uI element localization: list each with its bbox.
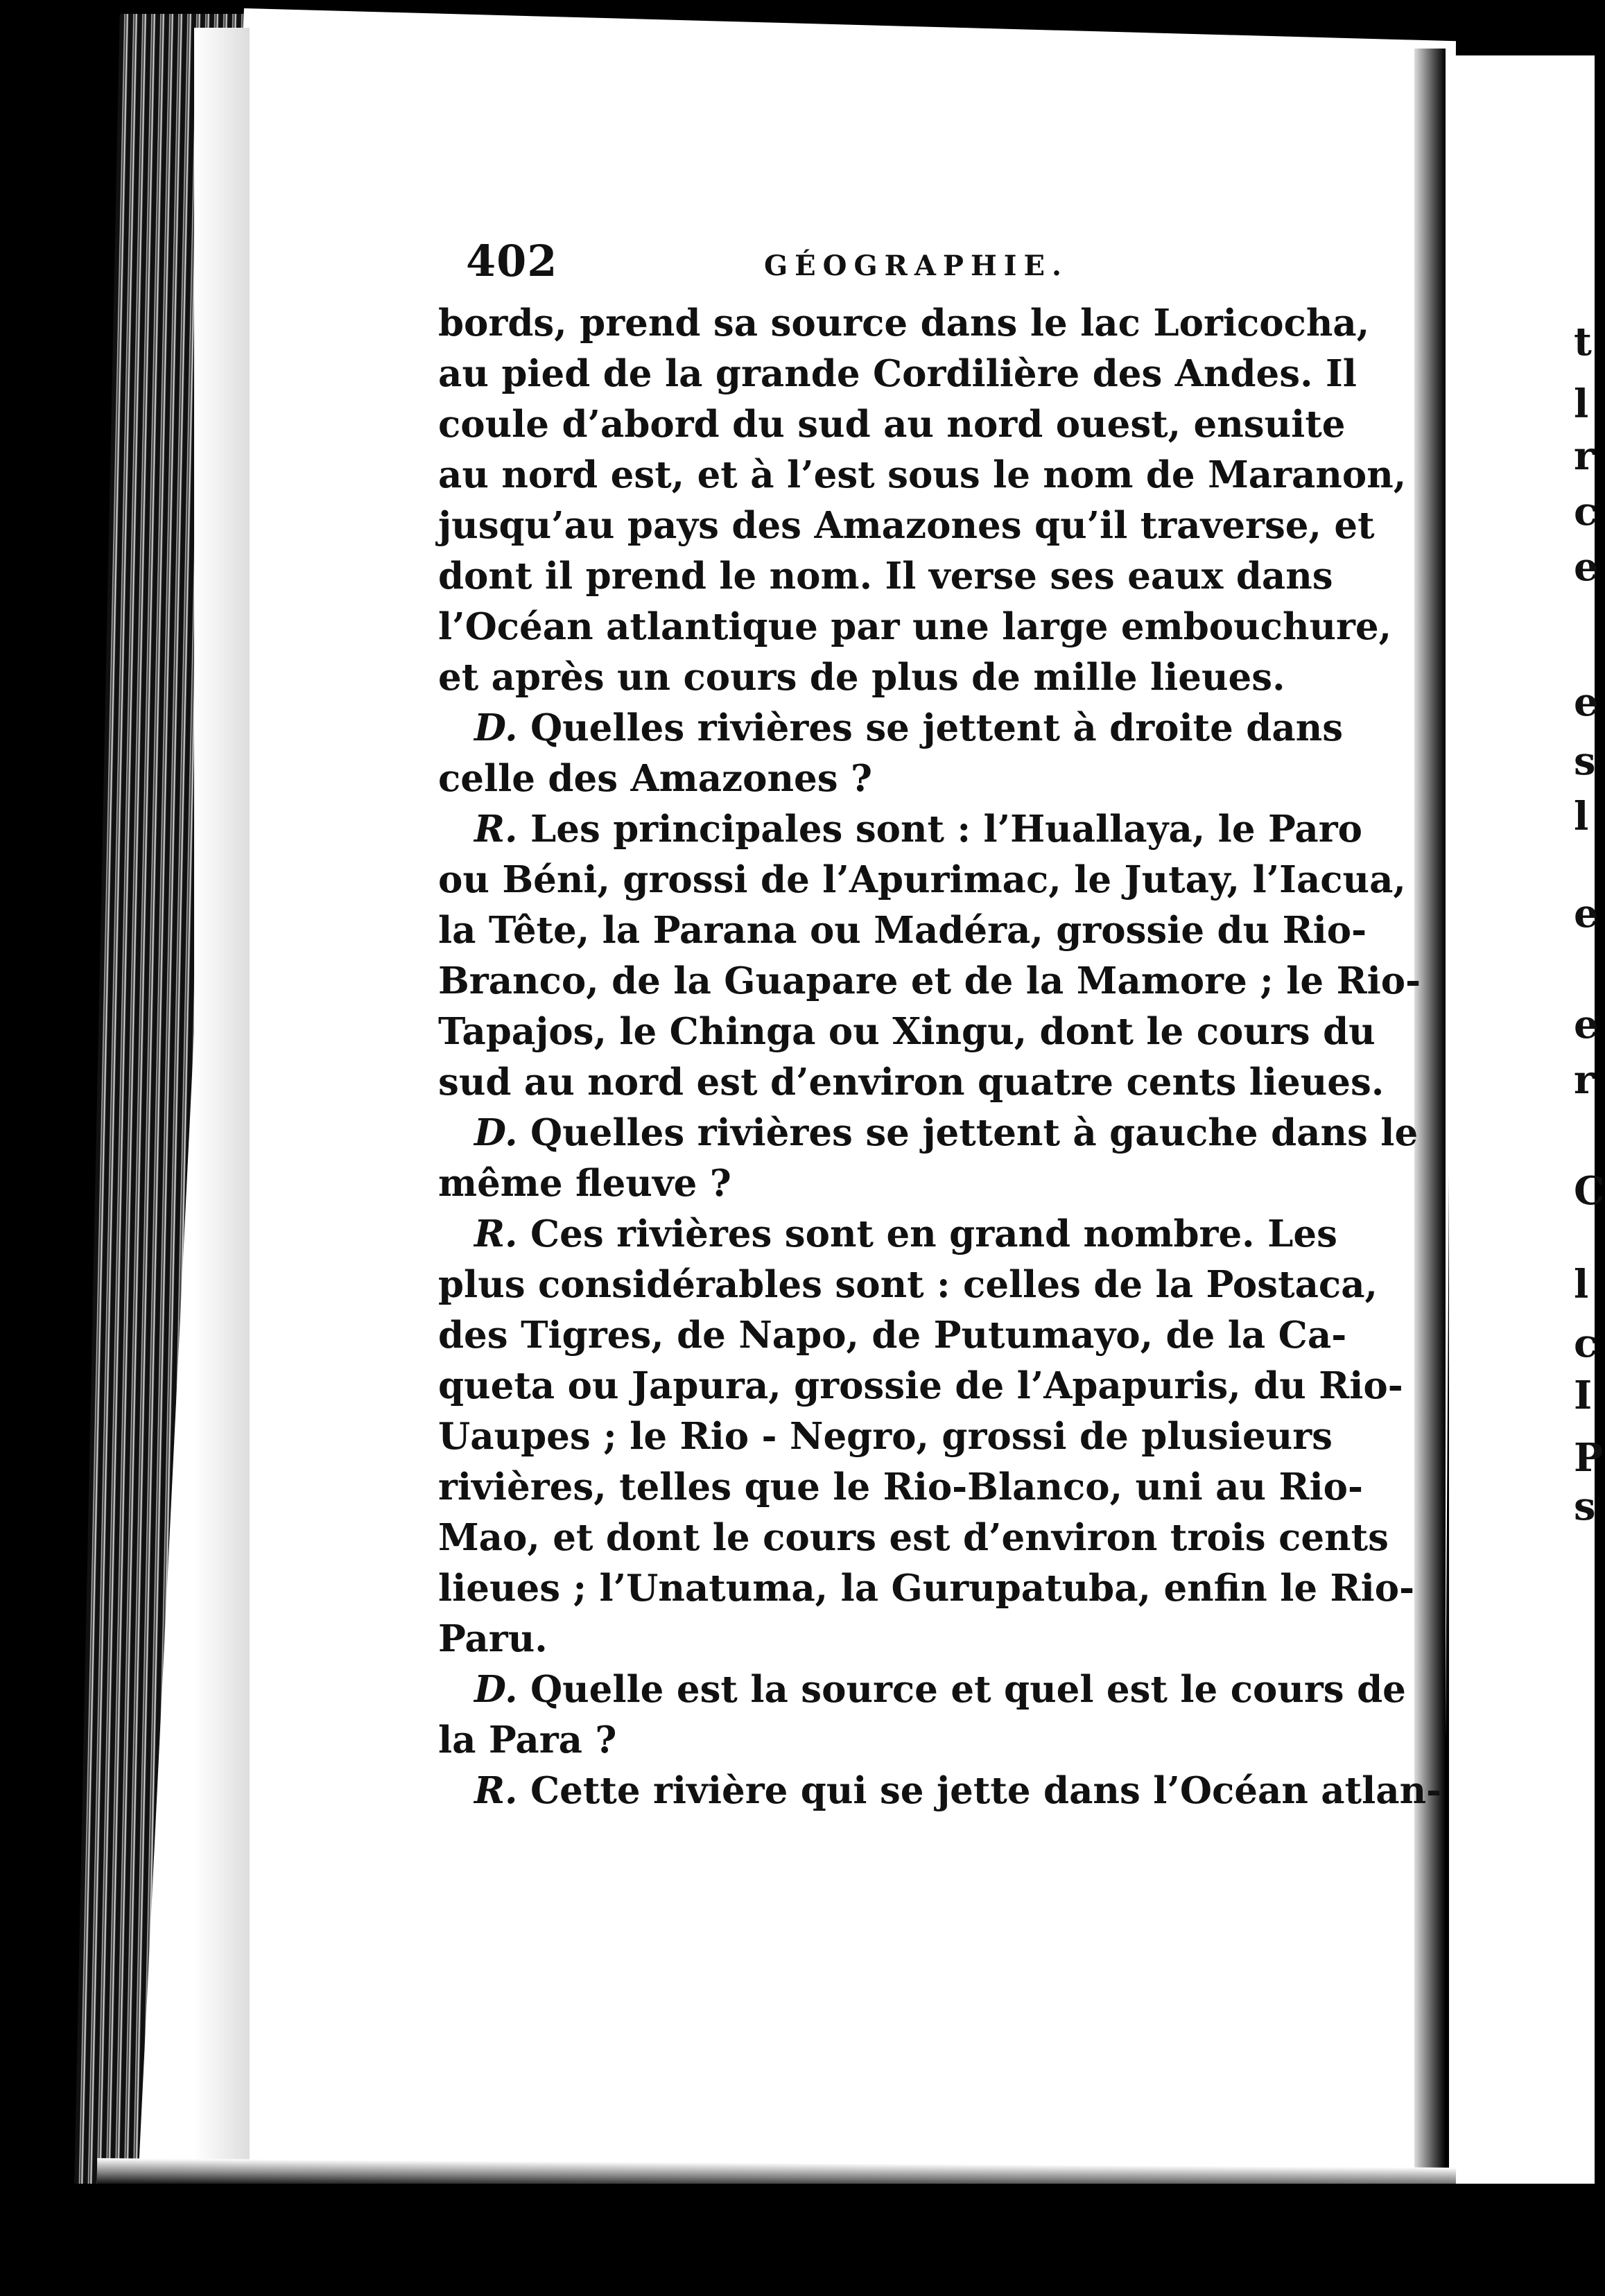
text-line	[438, 1007, 1376, 1057]
text-line	[438, 1057, 1385, 1108]
facing-page-letter: t	[1574, 319, 1592, 365]
text-line	[438, 1310, 1347, 1361]
page-edge-shadow	[1414, 49, 1446, 2239]
facing-page-letter: c	[1574, 489, 1598, 534]
text-line	[438, 855, 1406, 905]
line-text: ou Béni, grossi de l’Apurimac, le Jutay, l’Iacua,	[438, 858, 1406, 901]
line-text: des Tigres, de Napo, de Putumayo, de la Ca-	[438, 1314, 1347, 1357]
line-text: Quelle est la source et quel est le cours de	[530, 1668, 1406, 1711]
line-text: sud au nord est d’environ quatre cents lieues.	[438, 1061, 1385, 1104]
page-text-block	[438, 229, 1442, 1816]
text-line	[438, 1766, 1442, 1816]
text-line	[438, 1614, 1333, 1664]
text-line	[438, 1158, 1333, 1209]
text-line	[438, 956, 1421, 1007]
text-line	[438, 602, 1392, 652]
line-text: Mao, et dont le cours est d’environ trois cents	[438, 1516, 1389, 1559]
text-line	[438, 754, 1333, 804]
line-text: rivières, telles que le Rio-Blanco, uni au Rio-	[438, 1466, 1364, 1508]
facing-page-letter: e	[1574, 891, 1599, 937]
text-line	[438, 501, 1375, 551]
text-line	[438, 804, 1363, 855]
text-line	[438, 1260, 1378, 1310]
qa-marker: D.	[474, 1668, 530, 1711]
facing-page-letter: c	[1574, 1321, 1598, 1366]
line-text: Branco, de la Guapare et de la Mamore ; le Rio-	[438, 959, 1421, 1002]
facing-page-letter: s	[1574, 1484, 1596, 1529]
line-text: au nord est, et à l’est sous le nom de Maranon,	[438, 453, 1407, 496]
facing-page-letter: e	[1574, 1002, 1599, 1047]
facing-page-letter: l	[1574, 381, 1589, 427]
text-line	[438, 1108, 1419, 1158]
facing-page-letter: l	[1574, 794, 1589, 840]
text-line	[438, 1361, 1403, 1411]
line-text: et après un cours de plus de mille lieues.	[438, 656, 1285, 699]
facing-page	[1449, 55, 1605, 2246]
facing-page-letter: r	[1574, 1057, 1595, 1103]
line-text: Paru.	[438, 1617, 548, 1660]
line-text: même fleuve ?	[438, 1162, 731, 1205]
body-text	[438, 298, 1442, 1816]
text-line	[438, 1209, 1337, 1260]
page-header	[438, 229, 1333, 298]
qa-marker: R.	[474, 808, 530, 851]
qa-marker: D.	[474, 1111, 530, 1154]
facing-page-letter: l	[1574, 1262, 1589, 1307]
text-line	[438, 905, 1367, 956]
line-text: Les principales sont : l’Huallaya, le Paro	[530, 808, 1363, 851]
text-line	[438, 450, 1407, 501]
line-text: coule d’abord du sud au nord ouest, ensuite	[438, 403, 1346, 446]
text-line	[438, 1513, 1389, 1563]
line-text: au pied de la grande Cordilière des Andes. Il	[438, 352, 1357, 395]
text-line	[438, 1664, 1406, 1715]
line-text: queta ou Japura, grossie de l’Apapuris, du Rio-	[438, 1364, 1403, 1407]
page-gutter	[194, 28, 250, 2163]
line-text: l’Océan atlantique par une large embouchure,	[438, 605, 1392, 648]
text-line	[438, 1462, 1364, 1513]
text-line	[438, 551, 1333, 602]
line-text: Tapajos, le Chinga ou Xingu, dont le cours du	[438, 1010, 1376, 1053]
page-number: 402	[466, 236, 558, 286]
line-text: dont il prend le nom. Il verse ses eaux dans	[438, 555, 1333, 598]
facing-page-letter: P	[1574, 1435, 1604, 1481]
line-text: Quelles rivières se jettent à gauche dans le	[530, 1111, 1419, 1154]
facing-page-letter: e	[1574, 679, 1599, 725]
facing-page-letter: e	[1574, 544, 1599, 590]
line-text: Quelles rivières se jettent à droite dans	[530, 706, 1344, 749]
text-line	[438, 1411, 1333, 1462]
line-text: celle des Amazones ?	[438, 757, 873, 800]
line-text: plus considérables sont : celles de la Postaca,	[438, 1263, 1378, 1306]
qa-marker: R.	[474, 1212, 530, 1255]
running-title: GÉOGRAPHIE.	[764, 250, 1068, 282]
facing-page-letter: I	[1574, 1373, 1593, 1418]
text-line	[438, 1563, 1415, 1614]
bottom-margin	[0, 2184, 1595, 2296]
text-line	[438, 349, 1357, 399]
facing-page-letter: s	[1574, 738, 1596, 784]
text-line	[438, 703, 1344, 754]
facing-page-letter: r	[1574, 433, 1595, 479]
text-line	[438, 1715, 1333, 1766]
line-text: Cette rivière qui se jette dans l’Océan atlan-	[530, 1769, 1442, 1812]
line-text: bords, prend sa source dans le lac Loricocha,	[438, 302, 1370, 345]
line-text: Ces rivières sont en grand nombre. Les	[530, 1212, 1337, 1255]
line-text: lieues ; l’Unatuma, la Gurupatuba, enfin le Rio-	[438, 1567, 1415, 1610]
facing-page-letter: C	[1574, 1168, 1605, 1214]
text-line	[438, 652, 1333, 703]
qa-marker: R.	[474, 1769, 530, 1812]
qa-marker: D.	[474, 706, 530, 749]
line-text: jusqu’au pays des Amazones qu’il traverse, et	[438, 504, 1375, 547]
text-line	[438, 399, 1346, 450]
line-text: la Para ?	[438, 1719, 617, 1762]
line-text: Uaupes ; le Rio - Negro, grossi de plusieurs	[438, 1415, 1333, 1458]
text-line	[438, 298, 1370, 349]
line-text: la Tête, la Parana ou Madéra, grossie du Rio-	[438, 909, 1367, 952]
